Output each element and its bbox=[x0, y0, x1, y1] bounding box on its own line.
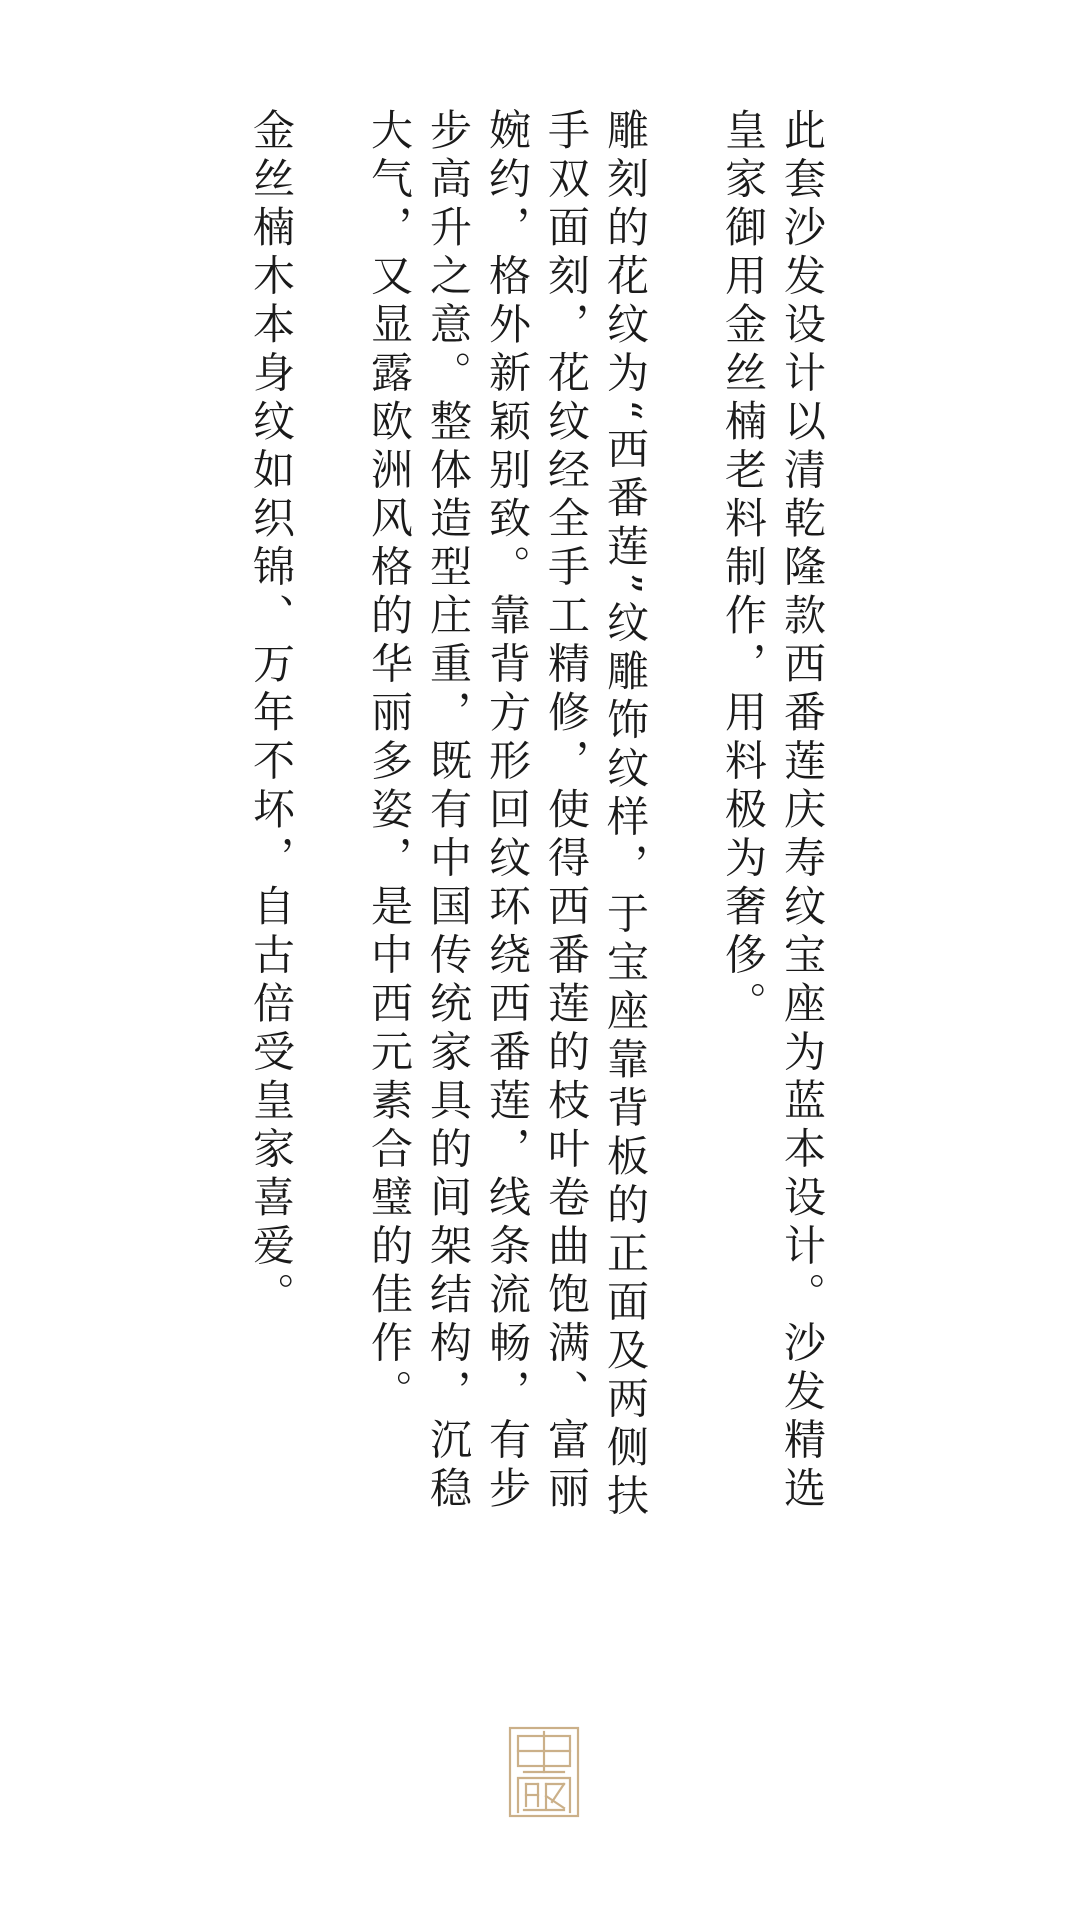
paragraph-1: 此套沙发设计以清乾隆款西番莲庆寿纹宝座为蓝本设计。沙发精选皇家御用金丝楠老料制作，用料极为奢侈。 bbox=[719, 108, 827, 1515]
article-text bbox=[242, 108, 832, 1528]
paragraph-2: 雕刻的花纹为“西番莲”纹雕饰纹样，于宝座靠背板的正面及两侧扶手双面刻，花纹经全手工精修，使得西番莲的枝叶卷曲饱满、富丽婉约，格外新颖别致。靠背方形回纹环绕西番莲，线条流畅，有步步高升之意。整体造型庄重，既有中国传统家具的间架结构，沉稳大气，又显露欧洲风格的华丽多姿，是中西元素合璧的佳作。 bbox=[365, 108, 650, 1522]
seal-logo-icon bbox=[508, 1726, 580, 1818]
paragraph-3: 金丝楠木本身纹如织锦、万年不坏，自古倍受皇家喜爱。 bbox=[247, 108, 296, 1321]
